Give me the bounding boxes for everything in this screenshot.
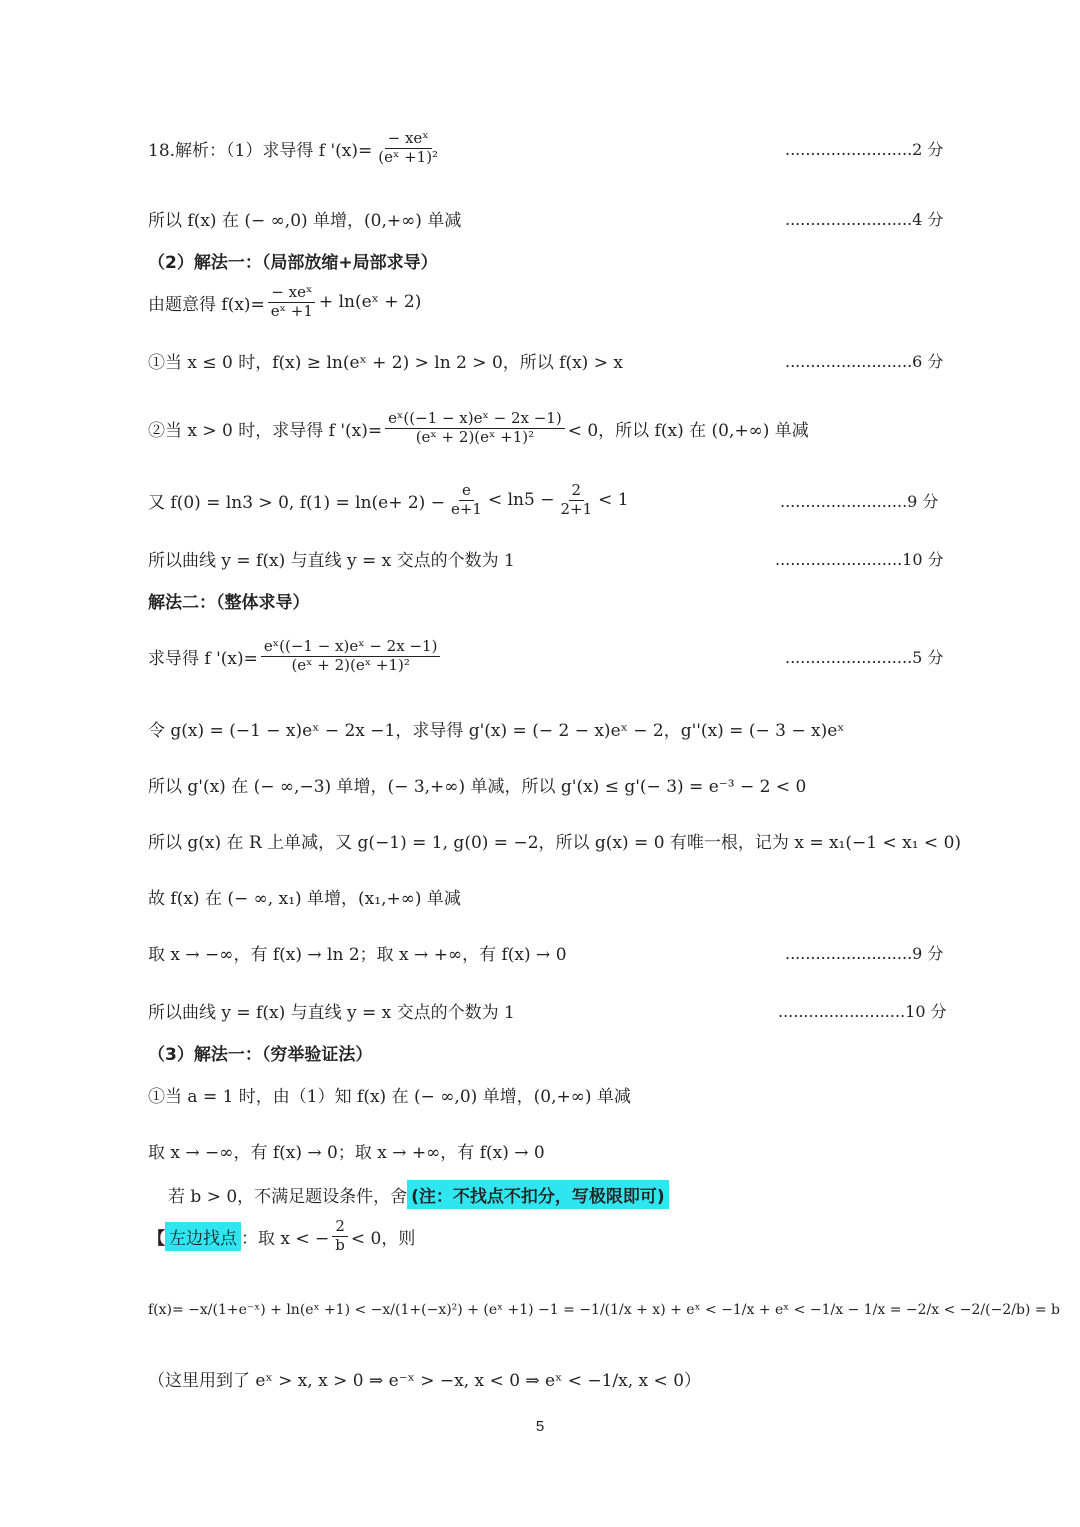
score-2: .........................4 分 [785,209,944,229]
score-7: .........................9 分 [780,491,939,511]
line-16: 所以曲线 y = f(x) 与直线 y = x 交点的个数为 1 [148,1002,515,1023]
score-5: .........................6 分 [785,351,944,371]
fraction: $\frac{\text{eˣ((−1 − x)eˣ − 2x −1)}}{\text{(eˣ + 2)(eˣ +1)²}}$ [385,410,565,446]
fraction: $\frac{\text{− xeˣ}}{\text{(eˣ +1)²}}$ [378,129,439,166]
line-18: ①当 a = 1 时，由（1）知 f(x) 在 (− ∞,0) 单增，(0,+∞) 单减 [148,1086,631,1107]
line-22: f(x)= −x/(1+e⁻ˣ) + ln(eˣ +1) < −x/(1+(−x)²) + (eˣ +1) −1 = −1/(1/x + x) + eˣ < −1/x + eˣ < −1/x − 1/x = −2/x < −2/(−2/b) = b [148,1302,1060,1318]
line-1 [148,128,444,168]
line-14: 故 f(x) 在 (− ∞, x₁) 单增，(x₁,+∞) 单减 [148,888,461,909]
line-4: 由题意得 f(x)= $\frac{\text{− xeˣ}}{\text{eˣ +1}}$ + ln(eˣ + 2) [148,283,422,320]
fraction: $\frac{e}{e+1}$ [450,481,482,518]
highlight-note: (注：不找点不扣分，写极限即可) [407,1180,669,1209]
line-19: 取 x → −∞，有 f(x) → 0；取 x → +∞，有 f(x) → 0 [148,1142,545,1163]
line-13: 所以 g(x) 在 R 上单减，又 g(−1) = 1, g(0) = −2，所以 g(x) = 0 有唯一根，记为 x = x₁(−1 < x₁ < 0) [148,832,962,853]
line-2: 所以 f(x) 在 (− ∞,0) 单增，(0,+∞) 单减 [148,210,462,231]
fraction: $\frac{2}{2+1}$ [560,481,593,518]
line-21: 【 左边找点 ：取 x < − $\frac{2}{b}$ < 0，则 [148,1217,416,1254]
highlight-tag: 左边找点 [165,1222,241,1251]
line-6: ②当 x > 0 时，求导得 f '(x)= $\frac{\text{eˣ((−1 − x)eˣ − 2x −1)}}{\text{(eˣ + 2)(eˣ +1)²}}$ < 0，所以 f(x) 在 (0,+∞) 单减 [148,409,809,446]
line-23: （这里用到了 eˣ > x, x > 0 ⇒ e⁻ˣ > −x, x < 0 ⇒ eˣ < −1/x, x < 0） [148,1370,702,1391]
fraction: $\frac{\text{− xeˣ}}{\text{eˣ +1}}$ [268,284,316,320]
line-20: 若 b > 0，不满足题设条件，舍 (注：不找点不扣分，写极限即可) [168,1174,669,1214]
line-12: 所以 g'(x) 在 (− ∞,−3) 单增，(− 3,+∞) 单减，所以 g'(x) ≤ g'(− 3) = e⁻³ − 2 < 0 [148,776,807,797]
score-10: .........................5 分 [785,647,944,667]
score-16: .........................10 分 [778,1001,947,1021]
heading-method-2: 解法二：（整体求导） [148,592,310,613]
score-8: .........................10 分 [775,549,944,569]
line-10: 求导得 f '(x)= $\frac{\text{eˣ((−1 − x)eˣ − 2x −1)}}{\text{(eˣ + 2)(eˣ +1)²}}$ [148,636,443,676]
line-15: 取 x → −∞，有 f(x) → ln 2；取 x → +∞，有 f(x) → 0 [148,944,567,965]
heading-part-2: （2）解法一：（局部放缩+局部求导） [148,252,438,273]
fraction: $\frac{2}{b}$ [332,1218,348,1254]
line-11: 令 g(x) = (−1 − x)eˣ − 2x −1，求导得 g'(x) = (− 2 − x)eˣ − 2，g''(x) = (− 3 − x)eˣ [148,720,845,741]
heading-part-3: （3）解法一：（穷举验证法） [148,1044,373,1065]
fraction: $\frac{\text{eˣ((−1 − x)eˣ − 2x −1)}}{\text{(eˣ + 2)(eˣ +1)²}}$ [261,638,441,674]
line-5: ①当 x ≤ 0 时，f(x) ≥ ln(eˣ + 2) > ln 2 > 0，所以 f(x) > x [148,352,623,373]
page-number: 5 [535,1418,545,1435]
score-15: .........................9 分 [785,943,944,963]
line-7: 又 f(0) = ln3 > 0, f(1) = ln(e+ 2) − $\frac{e}{e+1}$ < ln5 − $\frac{2}{2+1}$ < 1 [148,481,629,518]
line-1-label: 18.解析：（1）求导得 f '(x)= [148,140,373,161]
line-8: 所以曲线 y = f(x) 与直线 y = x 交点的个数为 1 [148,550,515,571]
score-1: .........................2 分 [785,139,944,159]
